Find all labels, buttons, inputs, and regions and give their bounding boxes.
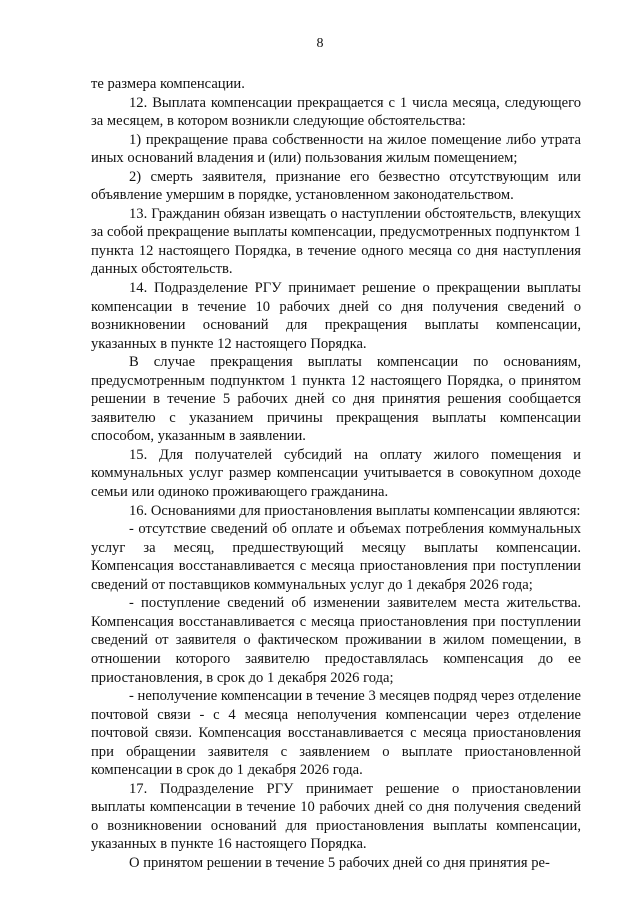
paragraph: О принятом решении в течение 5 рабочих дней со дня принятия ре-: [129, 854, 550, 871]
document-body: [91, 75, 581, 873]
paragraph: те размера компенсации.: [91, 76, 245, 92]
paragraph: 16. Основаниями для приостановления выплаты компенсации являются:: [129, 502, 581, 519]
paragraph: 2) смерть заявителя, признание его безвестно отсутствующим или объявление умершим в порядке, установленном законодательством.: [91, 168, 581, 204]
page-number: 8: [316, 36, 324, 51]
paragraph: 1) прекращение права собственности на жилое помещение либо утрата иных оснований владения и (или) пользования жилым помещением;: [91, 131, 581, 167]
paragraph: 17. Подразделение РГУ принимает решение о приостановлении выплаты компенсации в течение 10 рабочих дней со дня получения сведений о возникновении оснований для приостановления выплаты компенсации, указанных в пункте 16 настоящего Порядка.: [91, 780, 581, 853]
paragraph: 14. Подразделение РГУ принимает решение о прекращении выплаты компенсации в течение 10 рабочих дней со дня получения сведений о возникновении оснований для прекращения выплаты компенсации, указанных в пункте 12 настоящего Порядка.: [91, 280, 581, 352]
paragraph: 13. Гражданин обязан извещать о наступлении обстоятельств, влекущих за собой прекращение выплаты компенсации, предусмотренных подпунктом 1 пункта 12 настоящего Порядка, в течение одного месяца со дня наступления данных обстоятельств.: [91, 205, 581, 278]
paragraph: 12. Выплата компенсации прекращается с 1 числа месяца, следующего за месяцем, в котором возникли следующие обстоятельства:: [91, 94, 581, 130]
paragraph: - отсутствие сведений об оплате и объемах потребления коммунальных услуг за месяц, предшествующий месяцу выплаты компенсации. Компенсация восстанавливается с месяца приостановления при поступлении сведений от поставщиков коммунальных услуг до 1 декабря 2026 года;: [91, 521, 581, 593]
paragraph: - неполучение компенсации в течение 3 месяцев подряд через отделение почтовой связи - с 4 месяца неполучения компенсации через отделение почтовой связи. Компенсация восстанавливается с месяца приостановления при обращении заявителя с заявлением о выплате приостановленной компенсации в срок до 1 декабря 2026 года.: [91, 688, 581, 779]
paragraph: В случае прекращения выплаты компенсации по основаниям, предусмотренным подпунктом 1 пункта 12 настоящего Порядка, о принятом решении в течение 5 рабочих дней со дня принятия решения сообщается заявителю с указанием причины прекращения выплаты компенсации способом, указанным в заявлении.: [91, 354, 581, 445]
paragraph: 15. Для получателей субсидий на оплату жилого помещения и коммунальных услуг размер компенсации учитывается в совокупном доходе семьи или одиноко проживающего гражданина.: [91, 446, 581, 501]
paragraph: - поступление сведений об изменении заявителем места жительства. Компенсация восстанавливается с месяца приостановления при поступлении сведений от заявителя о фактическом проживании в жилом помещении, в отношении которого заявителю предоставлялась компенсация до ее приостановления, в срок до 1 декабря 2026 года;: [91, 595, 581, 686]
